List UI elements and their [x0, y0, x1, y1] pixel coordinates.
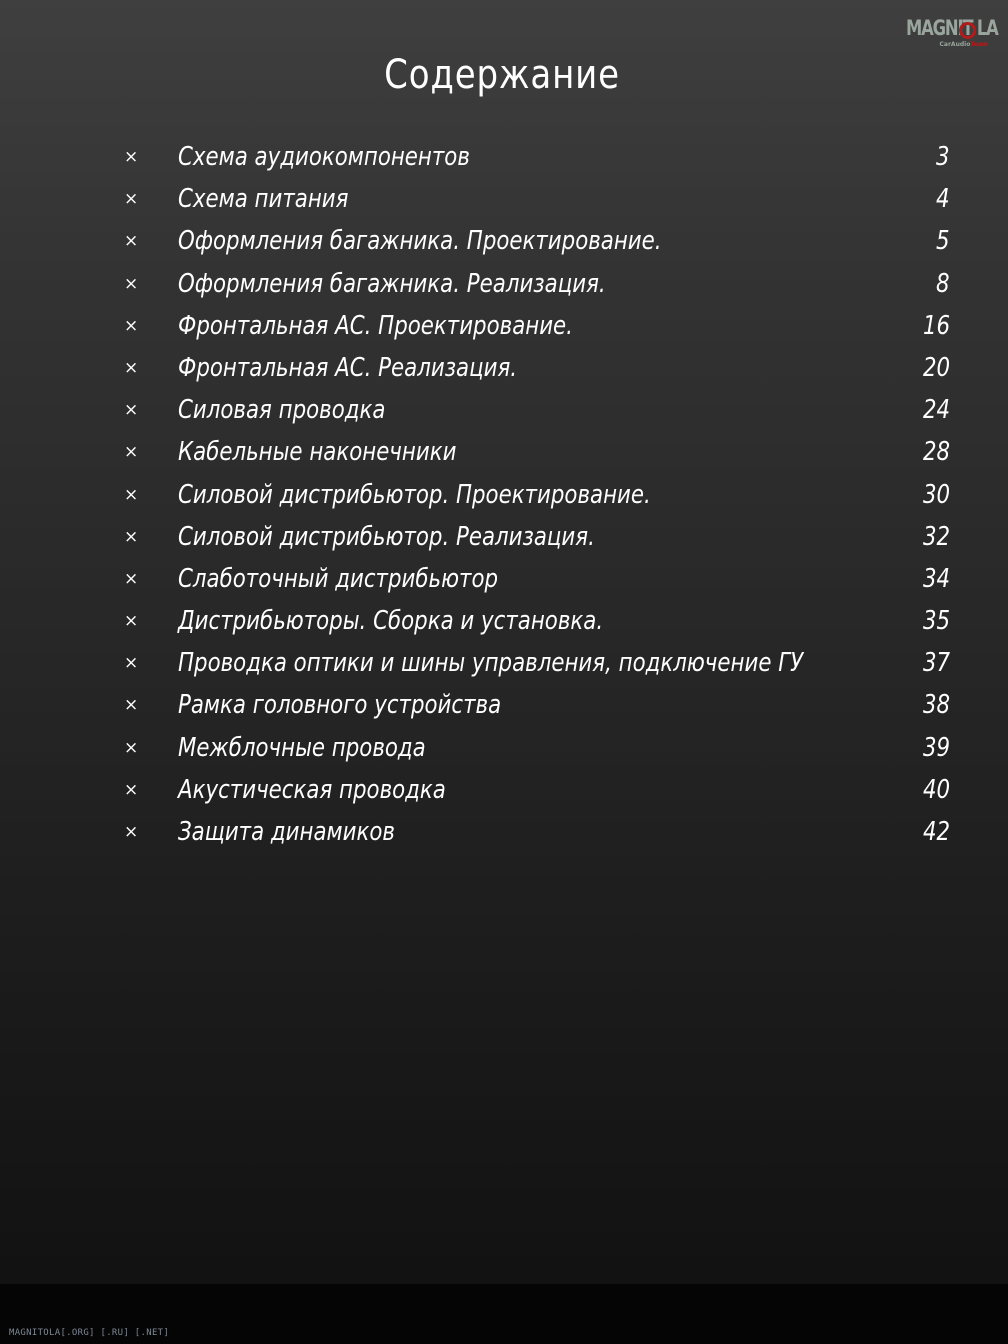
- toc-bullet-icon: ×: [124, 526, 139, 547]
- toc-bullet-icon: ×: [124, 442, 139, 463]
- toc-item-page-number: 28: [922, 437, 950, 468]
- toc-item-label: Проводка оптики и шины управления, подключение ГУ: [178, 648, 804, 679]
- toc-item-page-number: 42: [922, 817, 950, 847]
- toc-item-label: Рамка головного устройства: [178, 690, 502, 721]
- toc-bullet-icon: ×: [124, 147, 139, 167]
- toc-item-label: Силовой дистрибьютор. Реализация.: [178, 521, 595, 552]
- page-title: Содержание: [384, 52, 620, 98]
- toc-item-page-number: 20: [922, 352, 950, 383]
- toc-item-label: Схема питания: [178, 184, 349, 215]
- toc-item-page-number: 39: [922, 732, 950, 763]
- toc-item-page-number: 34: [922, 563, 950, 594]
- toc-item[interactable]: [0, 391, 1008, 433]
- toc-item-page-number: 30: [922, 479, 950, 510]
- toc-item-label: Оформления багажника. Проектирование.: [178, 226, 662, 257]
- toc-item-page-number: 8: [936, 268, 950, 299]
- toc-item[interactable]: [0, 476, 1008, 518]
- toc-item[interactable]: [0, 222, 1008, 264]
- toc-item-label: Слаботочный дистрибьютор: [178, 563, 499, 594]
- toc-item-page-number: 5: [936, 226, 950, 257]
- toc-item-label: Оформления багажника. Реализация.: [178, 268, 606, 299]
- toc-item-label: Межблочные провода: [178, 732, 426, 763]
- toc-bullet-icon: ×: [124, 400, 139, 421]
- toc-item-label: Защита динамиков: [178, 817, 395, 847]
- toc-bullet-icon: ×: [124, 695, 139, 716]
- toc-item-page-number: 37: [922, 648, 950, 679]
- toc-bullet-icon: ×: [124, 737, 139, 758]
- magnitola-logo: [906, 16, 998, 50]
- logo-subtitle: [940, 41, 988, 48]
- toc-item[interactable]: [0, 560, 1008, 602]
- toc-bullet-icon: ×: [124, 568, 139, 589]
- logo-subtitle-main: CarAudio: [939, 41, 971, 48]
- toc-item[interactable]: [0, 729, 1008, 771]
- toc-item-label: Силовой дистрибьютор. Проектирование.: [178, 479, 651, 510]
- logo-subtitle-accent: Team: [970, 41, 988, 48]
- toc-bullet-icon: ×: [124, 273, 139, 294]
- footer-bar: [0, 1284, 1008, 1344]
- table-of-contents: [0, 138, 1008, 855]
- toc-bullet-icon: ×: [124, 189, 139, 210]
- toc-bullet-icon: ×: [124, 484, 139, 505]
- toc-bullet-icon: ×: [124, 315, 139, 336]
- toc-item-label: Фронтальная АС. Реализация.: [178, 352, 518, 383]
- toc-item-label: Схема аудиокомпонентов: [178, 142, 470, 172]
- toc-bullet-icon: ×: [124, 653, 139, 674]
- toc-item[interactable]: [0, 433, 1008, 475]
- toc-item[interactable]: [0, 771, 1008, 813]
- toc-item-page-number: 40: [922, 774, 950, 805]
- toc-item-page-number: 35: [922, 606, 950, 637]
- toc-item-page-number: 32: [922, 521, 950, 552]
- toc-bullet-icon: ×: [124, 779, 139, 800]
- toc-item-label: Акустическая проводка: [178, 774, 446, 805]
- toc-item[interactable]: [0, 602, 1008, 644]
- footer-site-text: MAGNITOLA[.ORG] [.RU] [.NET]: [9, 1328, 170, 1338]
- toc-item-label: Силовая проводка: [178, 395, 386, 426]
- toc-bullet-icon: ×: [124, 357, 139, 378]
- toc-item[interactable]: [0, 138, 1008, 180]
- toc-bullet-icon: ×: [124, 231, 139, 252]
- toc-item[interactable]: [0, 265, 1008, 307]
- toc-item-page-number: 24: [922, 395, 950, 426]
- toc-item-page-number: 38: [922, 690, 950, 721]
- toc-item[interactable]: [0, 349, 1008, 391]
- logo-ring-icon: [959, 22, 976, 39]
- toc-item[interactable]: [0, 813, 1008, 855]
- toc-item[interactable]: [0, 518, 1008, 560]
- toc-item-page-number: 4: [936, 184, 950, 215]
- toc-item[interactable]: [0, 180, 1008, 222]
- toc-item[interactable]: [0, 644, 1008, 686]
- toc-item-label: Фронтальная АС. Проектирование.: [178, 310, 573, 341]
- toc-bullet-icon: ×: [124, 611, 139, 632]
- logo-wordmark: MAGNIT LA: [906, 16, 998, 40]
- toc-item[interactable]: [0, 307, 1008, 349]
- toc-item-page-number: 3: [936, 142, 950, 172]
- toc-item-label: Кабельные наконечники: [178, 437, 457, 468]
- toc-item[interactable]: [0, 686, 1008, 728]
- toc-item-label: Дистрибьюторы. Сборка и установка.: [178, 606, 604, 637]
- toc-item-page-number: 16: [922, 310, 950, 341]
- toc-bullet-icon: ×: [124, 822, 139, 842]
